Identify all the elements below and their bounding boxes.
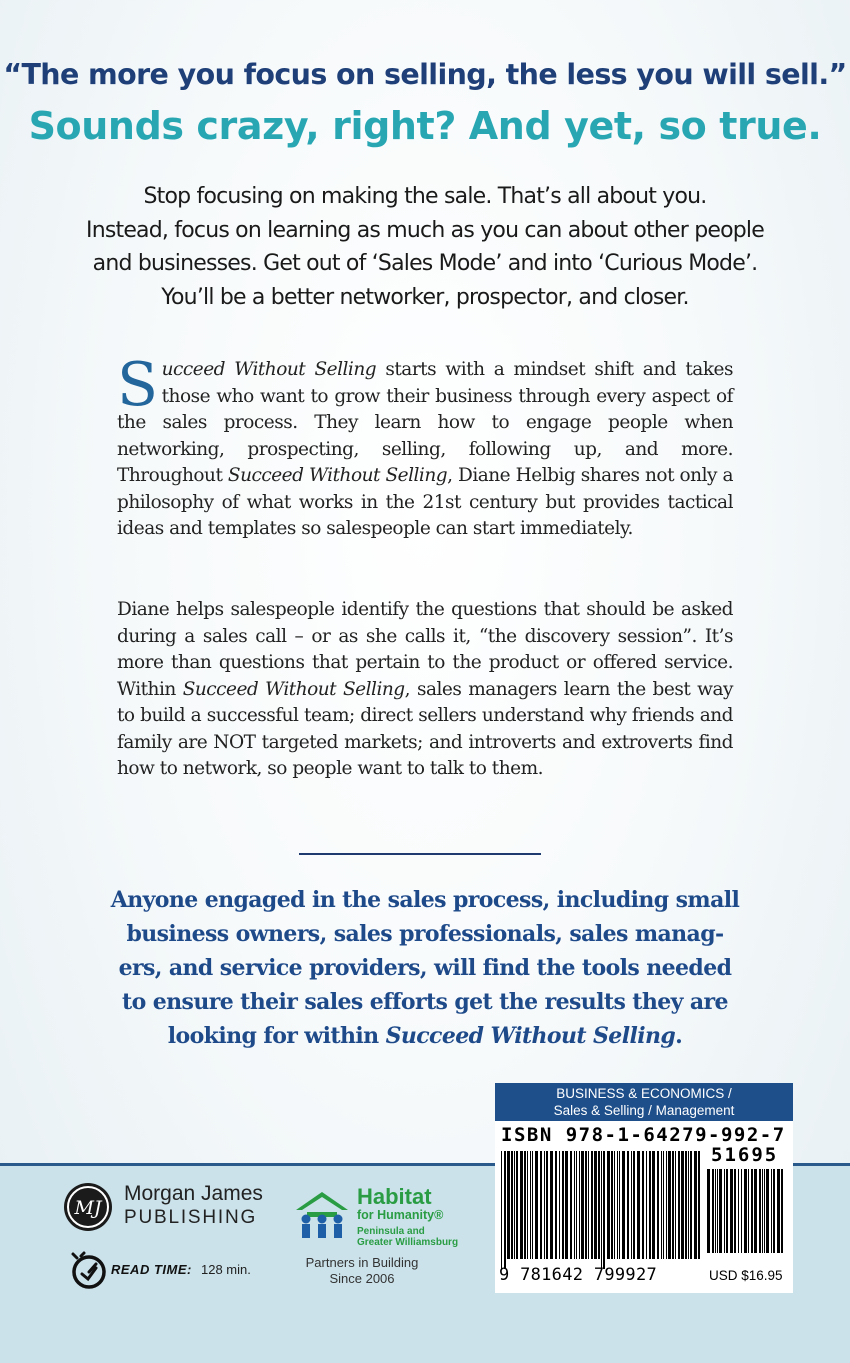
intro-line: and businesses. Get out of ‘Sales Mode’ and into ‘Curious Mode’. xyxy=(92,251,758,276)
divider-rule xyxy=(299,853,541,855)
barcode-bar xyxy=(744,1169,747,1253)
barcode-bar xyxy=(565,1151,568,1259)
headline-tagline: Sounds crazy, right? And yet, so true. xyxy=(28,104,822,148)
closing-line xyxy=(70,1019,780,1053)
barcode-bar xyxy=(661,1151,662,1259)
barcode-bar xyxy=(603,1151,605,1269)
barcode-bar xyxy=(715,1169,716,1253)
barcode-bar xyxy=(562,1151,564,1259)
logo-monogram: MJ xyxy=(74,1197,102,1219)
barcode-bar xyxy=(555,1151,557,1259)
barcode-bar xyxy=(507,1151,510,1259)
barcode-bar xyxy=(759,1169,761,1253)
barcode-bar xyxy=(678,1151,680,1259)
stopwatch-icon xyxy=(69,1250,109,1290)
barcode-bar xyxy=(712,1169,714,1253)
barcode-bar xyxy=(762,1169,763,1253)
barcode-bar xyxy=(617,1151,618,1259)
habitat-location xyxy=(357,1226,458,1248)
barcode-bar xyxy=(559,1151,560,1259)
barcode-bar xyxy=(540,1151,542,1259)
barcode-bar xyxy=(734,1169,736,1253)
barcode-bar xyxy=(535,1151,538,1259)
barcode-bar xyxy=(773,1169,775,1253)
barcode-bar xyxy=(646,1151,647,1259)
habitat-name: Habitat xyxy=(357,1184,432,1209)
barcode-bar xyxy=(754,1169,757,1253)
barcode-bar xyxy=(748,1169,749,1253)
barcode-bar xyxy=(527,1151,528,1259)
barcode-main xyxy=(501,1151,701,1269)
barcode-bar xyxy=(741,1169,742,1253)
book-title: Succeed Without Selling xyxy=(385,1023,676,1049)
barcode-bar xyxy=(570,1151,572,1259)
intro-line: Instead, focus on learning as much as you can about other people xyxy=(86,217,764,243)
barcode-bar xyxy=(668,1151,671,1259)
closing-line: business owners, sales professionals, sales manag- xyxy=(126,921,724,947)
barcode-bar xyxy=(690,1151,692,1259)
description-paragraph-2 xyxy=(117,597,733,783)
publisher-sub: PUBLISHING xyxy=(124,1207,258,1228)
intro-block xyxy=(60,180,790,314)
book-title: Succeed Without Selling xyxy=(182,678,405,700)
barcode-addon xyxy=(707,1169,787,1263)
barcode-bar xyxy=(622,1151,625,1259)
closing-statement xyxy=(70,883,780,1053)
barcode-bar xyxy=(688,1151,689,1259)
habitat-location-line: Peninsula and xyxy=(357,1226,425,1237)
habitat-partners xyxy=(302,1255,422,1287)
barcode-bar xyxy=(672,1151,674,1259)
barcode-bar xyxy=(771,1169,772,1253)
barcode-bar xyxy=(652,1151,655,1259)
barcode-bar xyxy=(777,1169,780,1253)
closing-text: looking for within xyxy=(167,1023,386,1049)
barcode-bar xyxy=(719,1169,722,1253)
barcode-bar xyxy=(657,1151,659,1259)
barcode-bar xyxy=(574,1151,575,1259)
barcode-bar xyxy=(504,1151,506,1269)
barcode-bar xyxy=(530,1151,531,1259)
barcode-bar xyxy=(611,1151,613,1259)
barcode-addon-number: 51695 xyxy=(711,1144,779,1166)
description-paragraph-1 xyxy=(117,350,733,543)
paragraph-text: starts with a mindset shift and takes those who want to grow their business through every aspect of the sales process. They learn how to engage people when networking, prospecting, selling, following up, and more. Throughout xyxy=(117,359,733,486)
barcode-bar xyxy=(631,1151,632,1259)
barcode-bar xyxy=(601,1151,602,1269)
headline-quote: “The more you focus on selling, the less you will sell.” xyxy=(3,58,847,91)
book-title: Succeed Without Selling xyxy=(227,465,448,486)
barcode-bar xyxy=(546,1151,548,1259)
habitat-house-icon xyxy=(292,1188,352,1238)
intro-line: You’ll be a better networker, prospector, and closer. xyxy=(161,284,689,310)
ean-number: 9 781642 799927 xyxy=(499,1265,658,1285)
drop-cap: S xyxy=(117,350,158,420)
barcode-bar xyxy=(550,1151,553,1259)
barcode-bar xyxy=(738,1169,739,1253)
barcode-bar xyxy=(717,1169,718,1253)
closing-line: ers, and service providers, will find the tools needed xyxy=(118,955,732,981)
barcode-bar xyxy=(585,1151,587,1259)
barcode-bar xyxy=(514,1151,515,1259)
barcode-bar xyxy=(588,1151,589,1259)
barcode-bar xyxy=(764,1169,765,1253)
habitat-sub: for Humanity® xyxy=(357,1208,444,1222)
paragraph-text: Diane helps salespeople identify the questions that should be asked during a sales call – or as she calls it, “the discovery session”. It’s more than questions that pertain to the product or offered service. Within xyxy=(117,599,733,700)
paragraph-text: , sales managers learn the best way to build a successful team; direct sellers understand why friends and family are NOT targeted markets; and introverts and extroverts find how to network, so people want to talk to them. xyxy=(117,678,733,779)
barcode-bar xyxy=(524,1151,526,1259)
barcode-bar xyxy=(707,1169,710,1253)
barcode-bar xyxy=(726,1169,728,1253)
barcode-bar xyxy=(581,1151,584,1259)
barcode-bar xyxy=(544,1151,545,1259)
publisher-name: Morgan James xyxy=(124,1182,263,1205)
barcode-bar xyxy=(694,1151,697,1259)
barcode-bar xyxy=(511,1151,513,1259)
barcode-bar xyxy=(633,1151,635,1259)
barcode-bar xyxy=(501,1151,502,1269)
morgan-james-logo-icon xyxy=(62,1181,114,1233)
barcode-bar xyxy=(614,1151,615,1259)
barcode-bar xyxy=(730,1169,733,1253)
closing-line: to ensure their sales efforts get the results they are xyxy=(122,989,728,1015)
barcode-bar xyxy=(666,1151,667,1259)
barcode-bar xyxy=(642,1151,644,1259)
barcode-bar xyxy=(516,1151,518,1259)
barcode-bar xyxy=(649,1151,651,1259)
barcode-bar xyxy=(698,1151,700,1259)
book-title: ucceed Without Selling xyxy=(161,359,377,380)
barcode-bar xyxy=(591,1151,593,1259)
barcode-bar xyxy=(520,1151,523,1259)
barcode-bar xyxy=(598,1151,600,1259)
barcode-bar xyxy=(579,1151,580,1259)
barcode-bar xyxy=(685,1151,687,1259)
barcode-bar xyxy=(619,1151,620,1259)
barcode-bar xyxy=(532,1151,533,1259)
barcode-bar xyxy=(781,1169,783,1253)
habitat-partners-line: Since 2006 xyxy=(329,1271,395,1286)
barcode-bar xyxy=(675,1151,676,1259)
category-label xyxy=(495,1083,793,1121)
habitat-partners-line: Partners in Building xyxy=(305,1255,419,1270)
paragraph-text: , Diane Helbig shares not only a philosophy of what works in the 21st century but provides tactical ideas and templates so salespeople can start immediately. xyxy=(117,465,733,539)
barcode-box xyxy=(495,1121,793,1293)
read-time-label: READ TIME: xyxy=(111,1262,192,1277)
isbn-number: ISBN 978-1-64279-992-7 xyxy=(501,1124,786,1146)
category-line: Sales & Selling / Management xyxy=(553,1103,735,1118)
intro-line: Stop focusing on making the sale. That’s all about you. xyxy=(143,184,707,209)
barcode-bar xyxy=(663,1151,664,1259)
barcode-bar xyxy=(637,1151,640,1259)
barcode-bar xyxy=(576,1151,577,1259)
barcode-bar xyxy=(681,1151,684,1259)
closing-line: Anyone engaged in the sales process, including small xyxy=(110,887,740,913)
read-time-value: 128 min. xyxy=(201,1262,251,1277)
habitat-location-line: Greater Williamsburg xyxy=(357,1237,459,1248)
closing-text: . xyxy=(675,1023,683,1049)
barcode-bar xyxy=(751,1169,753,1253)
barcode-bar xyxy=(607,1151,610,1259)
barcode-bar xyxy=(627,1151,629,1259)
price-label: USD $16.95 xyxy=(709,1268,783,1283)
category-line: BUSINESS & ECONOMICS / xyxy=(556,1086,732,1101)
barcode-bar xyxy=(766,1169,769,1253)
barcode-bar xyxy=(594,1151,597,1259)
barcode-bar xyxy=(724,1169,725,1253)
